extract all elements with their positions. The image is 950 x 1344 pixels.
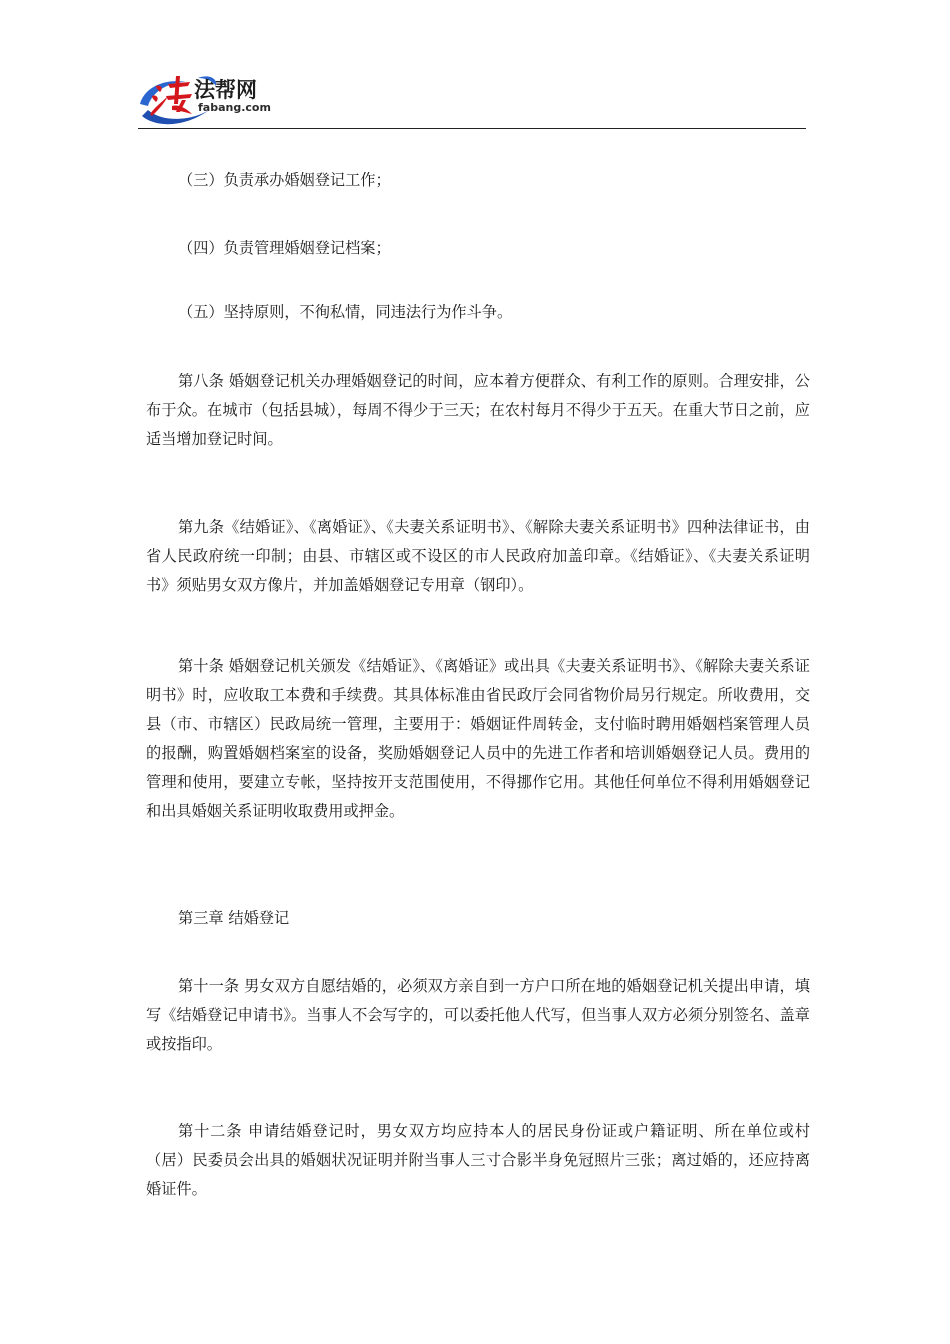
chapter-3-heading: 第三章 结婚登记 (178, 909, 290, 927)
logo-site-name: 法帮网 (194, 78, 257, 102)
site-header (138, 64, 806, 130)
header-divider (138, 128, 806, 129)
logo-domain: fabang.com (198, 101, 271, 114)
article-10: 第十条 婚姻登记机关颁发《结婚证》、《离婚证》或出具《夫妻关系证明书》、《解除夫妻关系证明书》时，应收取工本费和手续费。其具体标准由省民政厅会同省物价局另行规定。所收费用，交县（市、市辖区）民政局统一管理，主要用于：婚姻证件周转金，支付临时聘用婚姻档案管理人员的报酬，购置婚姻档案室的设备，奖励婚姻登记人员中的先进工作者和培训婚姻登记人员。费用的管理和使用，要建立专帐，坚持按开支范围使用，不得挪作它用。其他任何单位不得利用婚姻登记和出具婚姻关系证明收取费用或押金。 (146, 657, 810, 820)
article-8: 第八条 婚姻登记机关办理婚姻登记的时间，应本着方便群众、有利工作的原则。合理安排，公布于众。在城市（包括县城），每周不得少于三天；在农村每月不得少于五天。在重大节日之前，应适当增加登记时间。 (146, 372, 810, 448)
article-12: 第十二条 申请结婚登记时，男女双方均应持本人的居民身份证或户籍证明、所在单位或村（居）民委员会出具的婚姻状况证明并附当事人三寸合影半身免冠照片三张；离过婚的，还应持离婚证件。 (146, 1122, 810, 1198)
article-11: 第十一条 男女双方自愿结婚的，必须双方亲自到一方户口所在地的婚姻登记机关提出申请，填写《结婚登记申请书》。当事人不会写字的，可以委托他人代写，但当事人双方必须分别签名、盖章或按指印。 (146, 977, 810, 1053)
paragraph-item-5: （五）坚持原则，不徇私情，同违法行为作斗争。 (178, 303, 513, 321)
paragraph-item-4: （四）负责管理婚姻登记档案； (178, 239, 391, 257)
paragraph-item-3: （三）负责承办婚姻登记工作； (178, 171, 391, 189)
article-9: 第九条《结婚证》、《离婚证》、《夫妻关系证明书》、《解除夫妻关系证明书》四种法律证书，由省人民政府统一印制；由县、市辖区或不设区的市人民政府加盖印章。《结婚证》、《夫妻关系证明书》须贴男女双方像片，并加盖婚姻登记专用章（钢印）。 (146, 518, 810, 594)
